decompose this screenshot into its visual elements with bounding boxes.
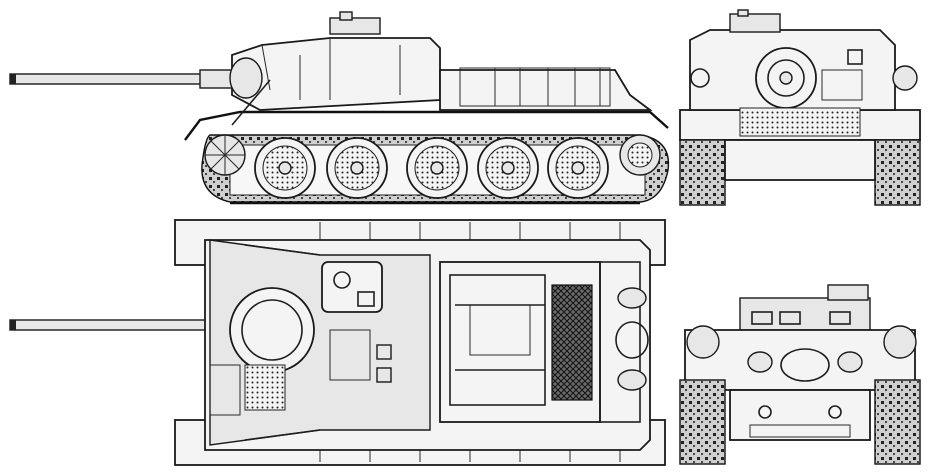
front-view: [680, 10, 920, 205]
top-gun-barrel: [10, 320, 230, 330]
rear-right-fuel-drum: [884, 326, 916, 358]
side-engine-deck: [440, 70, 650, 110]
top-commander-hatch: [322, 262, 382, 312]
rear-right-track: [875, 380, 920, 464]
top-radiator-grille: [552, 285, 592, 400]
front-lower-hull: [725, 140, 875, 180]
front-right-track: [875, 140, 920, 205]
side-gun-barrel: [10, 70, 235, 88]
front-left-track: [680, 140, 725, 205]
rear-view: [680, 285, 920, 464]
rear-left-fuel-drum: [687, 326, 719, 358]
top-view: [10, 220, 665, 465]
rear-left-track: [680, 380, 725, 464]
side-gun-mantlet: [230, 58, 262, 98]
side-commander-cupola: [330, 18, 380, 34]
side-superstructure: [232, 38, 440, 110]
side-view: [10, 12, 668, 203]
rear-lower-hull: [730, 390, 870, 440]
